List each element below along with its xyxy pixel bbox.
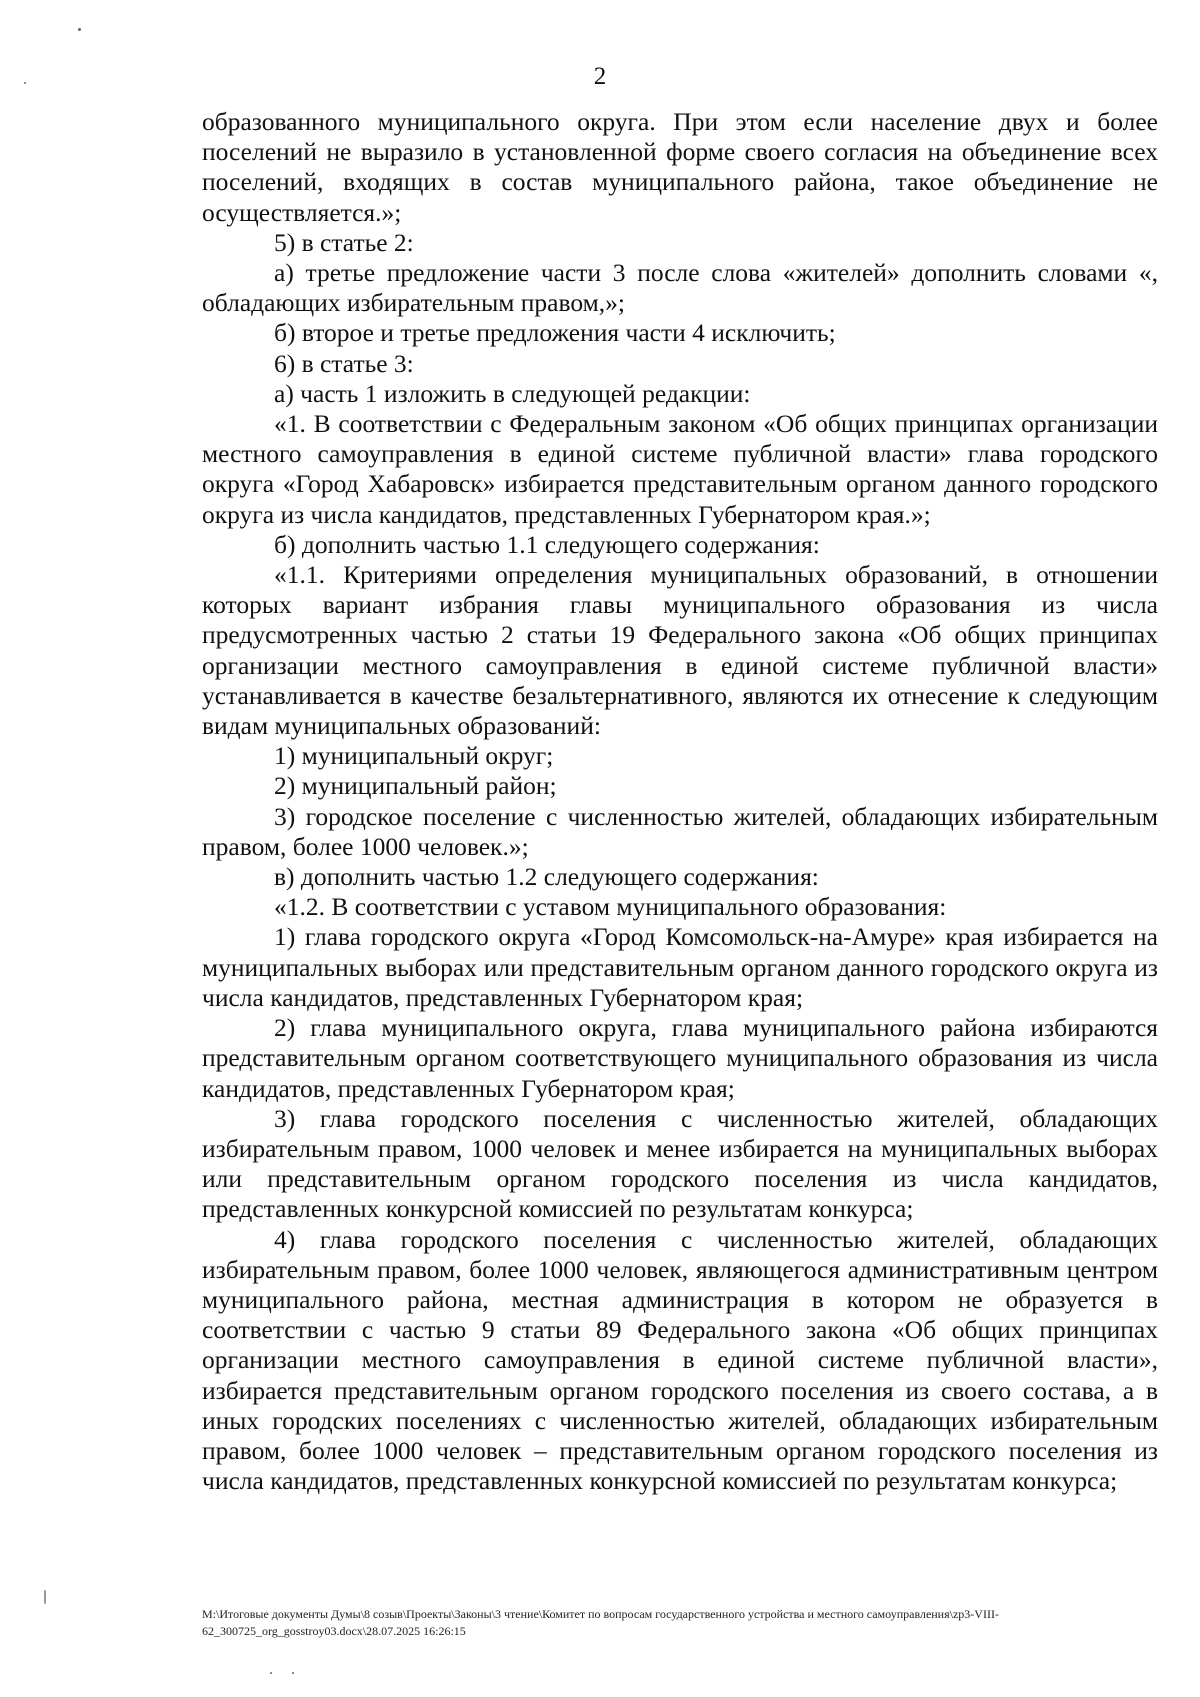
scan-speck [270, 1672, 272, 1674]
paragraph: 2) глава муниципального округа, глава муниципального района избираются представительным органом соответствующего муниципального образования из числа кандидатов, представленных Губернатором края; [202, 1013, 1158, 1103]
paragraph: 3) глава городского поселения с численностью жителей, обладающих избирательным правом, 1000 человек и менее избирается на муниципальных выборах или представительным органом городского поселения из числа кандидатов, представленных конкурсной комиссией по результатам конкурса; [202, 1103, 1158, 1224]
paragraph: 1) глава городского округа «Город Комсомольск-на-Амуре» края избирается на муниципальных выборах или представительным органом данного городского округа из числа кандидатов, представленных Губернатором края; [202, 922, 1158, 1012]
scan-speck [44, 1590, 46, 1604]
paragraph: в) дополнить частью 1.2 следующего содержания: [274, 862, 819, 892]
paragraph: 4) глава городского поселения с численностью жителей, обладающих избирательным правом, более 1000 человек, являющегося административным центром муниципального района, местная администрация в котором не образуется в соответствии с частью 9 статьи 89 Федерального закона «Об общих принципах организации местного самоуправления в единой системе публичной власти», избирается представительным органом городского поселения из своего состава, а в иных городских поселениях с численностью жителей, обладающих избирательным правом, более 1000 человек – представительным органом городского поселения из числа кандидатов, представленных конкурсной комиссией по результатам конкурса; [202, 1224, 1158, 1496]
paragraph: 5) в статье 2: [274, 227, 414, 257]
paragraph: «1.2. В соответствии с уставом муниципального образования: [274, 892, 947, 922]
paragraph: а) третье предложение части 3 после слова «жителей» дополнить словами «, обладающих избирательным правом,»; [202, 258, 1158, 318]
page-number: 2 [593, 63, 607, 90]
scan-speck [24, 82, 26, 84]
document-body [202, 107, 1158, 1496]
paragraph: 6) в статье 3: [274, 348, 414, 378]
paragraph: б) второе и третье предложения части 4 исключить; [274, 318, 836, 348]
scan-speck [78, 28, 81, 31]
paragraph: а) часть 1 изложить в следующей редакции: [274, 378, 751, 408]
paragraph: «1.1. Критериями определения муниципальных образований, в отношении которых вариант избрания главы муниципального образования из числа предусмотренных частью 2 статьи 19 Федерального закона «Об общих принципах организации местного самоуправления в единой системе публичной власти» устанавливается в качестве безальтернативного, являются их отнесение к следующим видам муниципальных образований: [202, 560, 1158, 741]
scan-speck [292, 1672, 294, 1674]
paragraph: 2) муниципальный район; [274, 771, 557, 801]
footer-file-path: M:\Итоговые документы Думы\8 созыв\Проекты\Законы\3 чтение\Комитет по вопросам государственного устройства и местного самоуправления\zp3-VIII-62_300725_org_gosstroy03.docx\28.07.2025 16:26:15 [202, 1607, 999, 1638]
paragraph: образованного муниципального округа. При этом если население двух и более поселений не выразило в установленной форме своего согласия на объединение всех поселений, входящих в состав муниципального района, такое объединение не осуществляется.»; [202, 107, 1158, 227]
paragraph: б) дополнить частью 1.1 следующего содержания: [274, 529, 820, 559]
paragraph: 3) городское поселение с численностью жителей, обладающих избирательным правом, более 1000 человек.»; [202, 801, 1158, 861]
paragraph: 1) муниципальный округ; [274, 741, 554, 771]
paragraph: «1. В соответствии с Федеральным законом «Об общих принципах организации местного самоуправления в единой системе публичной власти» глава городского округа «Город Хабаровск» избирается представительным органом данного городского округа из числа кандидатов, представленных Губернатором края.»; [202, 409, 1158, 529]
